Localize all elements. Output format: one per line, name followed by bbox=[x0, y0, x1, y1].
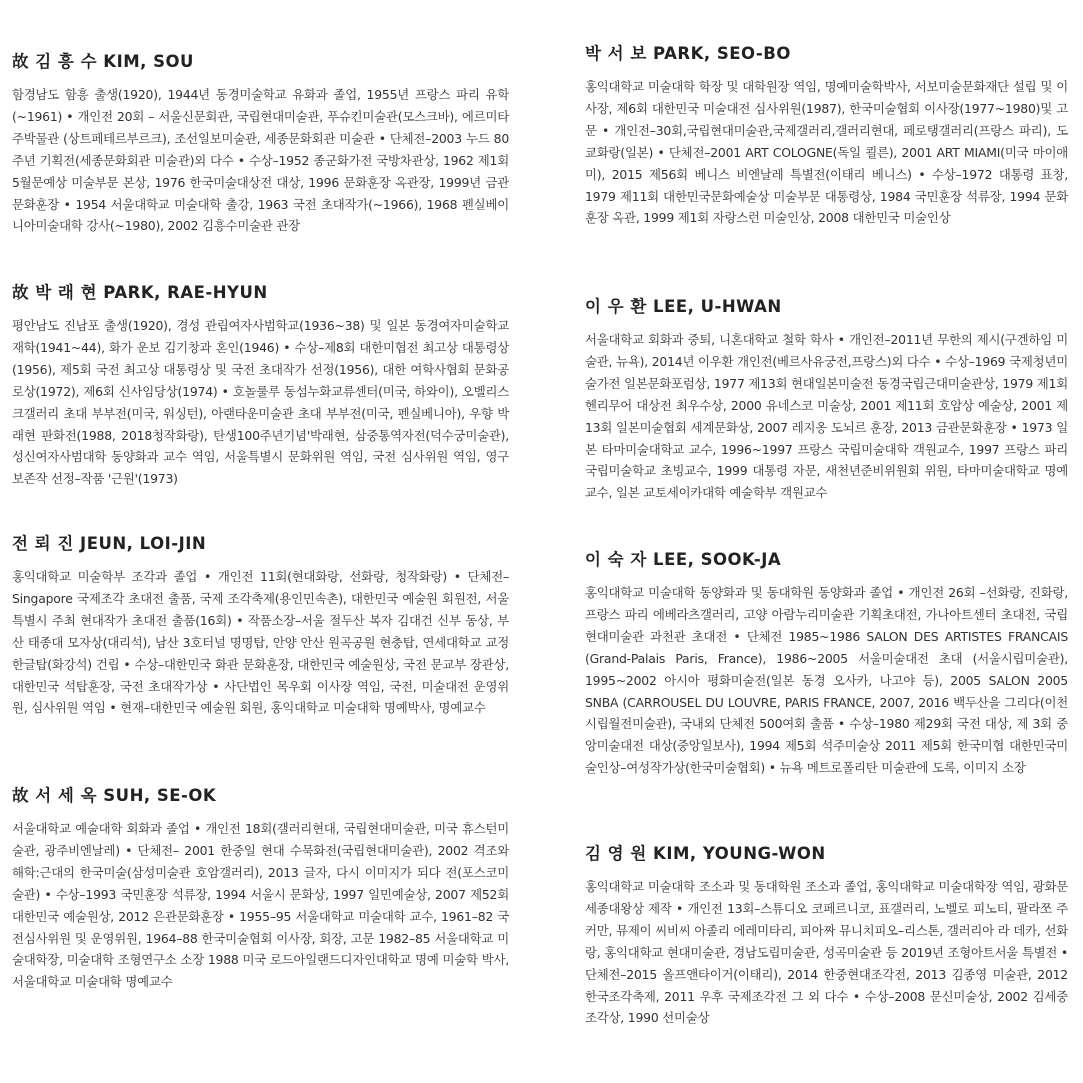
artist-bio: 홍익대학교 미술대학 동양화과 및 동대학원 동양화과 졸업 • 개인전 26회 –선화랑, 진화랑, 프랑스 파리 에베라츠갤러리, 고양 아람누리미술관 기획초대전, 가나아트센터 초대전, 국립현대미술관 과천관 초대전 • 단체전 1985~1986 SALON DES ARTISTES FRANCAIS (Grand-Palais Paris, France), 1986~2005 서울미술대전 초대 (서울시립미술관), 1995~2002 아시아 평화미술전(일본 동경 오사카, 나고야 등), 2005 SALON 2005 SNBA (CARROUSEL DU LOUVRE, PARIS FRANCE, 2007, 2016 백두산을 그리다(이천시립월전미술관), 국내외 단체전 500여회 출품 • 수상–1980 제29회 국전 대상, 제 3회 중앙미술대전 대상(중앙일보사), 1994 제5회 석주미술상 2011 제5회 한국미협 대한민국미술인상–여성작가상(한국미술협회) • 뉴욕 메트로폴리탄 미술관에 도록, 이미지 소장 bbox=[585, 585, 1068, 776]
artist-entry-kim-sou bbox=[12, 52, 509, 237]
artist-name: 이 숙 자 LEE, SOOK-JA bbox=[585, 550, 782, 569]
artist-name: 이 우 환 LEE, U-HWAN bbox=[585, 297, 782, 316]
artist-name: 故 서 세 옥 SUH, SE-OK bbox=[12, 786, 217, 805]
artist-bio: 서울대학교 예술대학 회화과 졸업 • 개인전 18회(갤러리현대, 국립현대미술관, 미국 휴스턴미술관, 광주비엔날레) • 단체전– 2001 한중일 현대 수묵화전(국립현대미술관), 2002 격조와 해학:근대의 한국미술(삼성미술관 호암갤러리), 2013 글자, 다시 이미지가 되다 전(포스코미술관) • 수상–1993 국민훈장 석류장, 1994 서울시 문화상, 1997 일민예술상, 2007 제52회 대한민국 예술원상, 2012 은관문화훈장 • 1955–95 서울대학교 미술대학 교수, 1961–82 국전심사위원 및 운영위원, 1964–88 한국미술협회 이사장, 회장, 고문 1982–85 서울대학교 미술대학장, 미술대학 조형연구소 소장 1988 미국 로드아일랜드디자인대학교 명예 미술학 박사, 서울대학교 미술대학 명예교수 bbox=[12, 821, 509, 990]
artist-entry-suh-se-ok bbox=[12, 786, 509, 993]
artist-entry-jeun-loi-jin bbox=[12, 534, 509, 719]
artist-name: 박 서 보 PARK, SEO-BO bbox=[585, 44, 791, 63]
artist-entry-park-rae-hyun bbox=[12, 283, 509, 490]
artist-entry-park-seo-bo bbox=[585, 44, 1068, 229]
artist-bio: 홍익대학교 미술대학 조소과 및 동대학원 조소과 졸업, 홍익대학교 미술대학장 역임, 광화문 세종대왕상 제작 • 개인전 13회–스튜디오 코페르니코, 표갤러리, 노벨로 피노티, 팔라쪼 주커만, 뮤제이 씨비씨 아졸리 에레미타리, 피아짜 뮤니치피오–리스톤, 갤러리아 라 데카, 선화랑, 홍익대학교 현대미술관, 경남도립미술관, 성곡미술관 등 2019년 조형아트서울 특별전 • 단체전–2015 올프앤타이거(이태리), 2014 한중현대조각전, 2013 김종영 미술관, 2012 한국조각축제, 2011 우후 국제조각전 그 외 다수 • 수상–2008 문신미술상, 2002 김세중 조각상, 1990 선미술상 bbox=[585, 879, 1068, 1026]
artist-name: 김 영 원 KIM, YOUNG-WON bbox=[585, 844, 826, 863]
artist-entry-lee-sook-ja bbox=[585, 550, 1068, 779]
artist-bio: 함경남도 함흥 출생(1920), 1944년 동경미술학교 유화과 졸업, 1955년 프랑스 파리 유학(~1961) • 개인전 20회 – 서울신문회관, 국립현대미술관, 푸슈킨미술관(모스크바), 에르미타주박물관 (상트페테르부르크), 조선일보미술관, 세종문화회관 미술관 • 단체전–2003 누드 80주년 기획전(세종문화회관 미술관)외 다수 • 수상–1952 종군화가전 국방차관상, 1962 제1회 5월문예상 미술부문 본상, 1976 한국미술대상전 대상, 1996 문화훈장 옥관장, 1999년 금관문화훈장 • 1954 서울대학교 미술대학 출강, 1963 국전 초대작가(~1966), 1968 펜실베이니아미술대학 강사(~1980), 2002 김흥수미술관 관장 bbox=[12, 87, 509, 234]
artist-name: 故 김 흥 수 KIM, SOU bbox=[12, 52, 194, 71]
artist-bio: 홍익대학교 미술대학 학장 및 대학원장 역임, 명예미술학박사, 서보미술문화재단 설립 및 이사장, 제6회 대한민국 미술대전 심사위원(1987), 한국미술협회 이사장(1977~1980)및 고문 • 개인전–30회,국립현대미술관,국제갤러리,갤러리현대, 페로탱갤러리(프랑스 파리), 도쿄화랑(일본) • 단체전–2001 ART COLOGNE(독일 쾰른), 2001 ART MIAMI(미국 마이애미), 2015 제56회 베니스 비엔날레 특별전(이태리 베니스) • 수상–1972 대통령 표창, 1979 제11회 대한민국문화예술상 미술부문 대통령상, 1984 국민훈장 석류장, 1994 문화훈장 옥관, 1999 제1회 자랑스런 미술인상, 2008 대한민국 미술인상 bbox=[585, 79, 1068, 226]
artist-bio: 평안남도 진남포 출생(1920), 경성 관립여자사범학교(1936~38) 및 일본 동경여자미술학교 재학(1941~44), 화가 운보 김기창과 혼인(1946) • 수상–제8회 대한미협전 최고상 대통령상(1956), 제5회 국전 최고상 대통령상 및 국전 초대작가 선정(1956), 대한 여학사협회 문화공로상(1972), 제6회 신사임당상(1974) • 호놀룰루 동섬누화교류센터(미국, 하와이), 오벨리스크갤러리 초대 부부전(미국, 워싱턴), 아랜타운미술관 초대 부부전(미국, 펜실베니아), 우향 박래현 판화전(1988, 2018청작화랑), 탄생100주년기념'박래현, 삼중통역자전(덕수궁미술관), 성신여자사범대학 동양화과 교수 역임, 서울특별시 문화위원 역임, 국전 심사위원 역임, 영구 보존작 선정–작품 '근원'(1973) bbox=[12, 318, 509, 487]
artist-bio: 홍익대학교 미술학부 조각과 졸업 • 개인전 11회(현대화랑, 선화랑, 청작화랑) • 단체전–Singapore 국제조각 초대전 출품, 국제 조각축제(용인민속촌), 대한민국 예술원 회원전, 서울특별시 주최 현대작가 초대전 출품(16회) • 작품소장–서울 절두산 복자 김대건 신부 동상, 부산 태종대 모자상(대리석), 남산 3호터널 명명탑, 안양 안산 원곡공원 현충탑, 연세대학교 교정 한글탑(화강석) 건립 • 수상–대한민국 화관 문화훈장, 대한민국 예술원상, 국전 문교부 장관상, 대한민국 석탑훈장, 국전 초대작가상 • 사단법인 목우회 이사장 역임, 국전, 미술대전 운영위원, 심사위원 역임 • 현재–대한민국 예술원 회원, 홍익대학교 미술대학 명예박사, 명예교수 bbox=[12, 569, 509, 716]
artist-entry-kim-young-won bbox=[585, 844, 1068, 1029]
artist-bio: 서울대학교 회화과 중퇴, 니혼대학교 철학 학사 • 개인전–2011년 무한의 제시(구겐하임 미술관, 뉴욕), 2014년 이우환 개인전(베르사유궁전,프랑스)외 다수 • 수상–1969 국제청년미술가전 일본문화포럼상, 1977 제13회 현대일본미술전 동경국립근대미술관상, 1979 제1회 헨리무어 대상전 최우수상, 2000 유네스코 미술상, 2001 제11회 호암상 예술상, 2001 제13회 일본미술협회 세계문화상, 2007 레지옹 도뇌르 훈장, 2013 금관문화훈장 • 1973 일본 타마미술대학교 교수, 1996~1997 프랑스 국립미술대학 객원교수, 1997 프랑스 파리국립미술학교 초빙교수, 1999 대통령 자문, 새천년준비위원회 위원, 타마미술대학교 명예교수, 일본 교토세이카대학 예술학부 객원교수 bbox=[585, 332, 1069, 501]
artist-name: 故 박 래 현 PARK, RAE-HYUN bbox=[12, 283, 268, 302]
artist-name: 전 뢰 진 JEUN, LOI-JIN bbox=[12, 534, 207, 553]
artist-entry-lee-u-hwan bbox=[585, 297, 1068, 504]
